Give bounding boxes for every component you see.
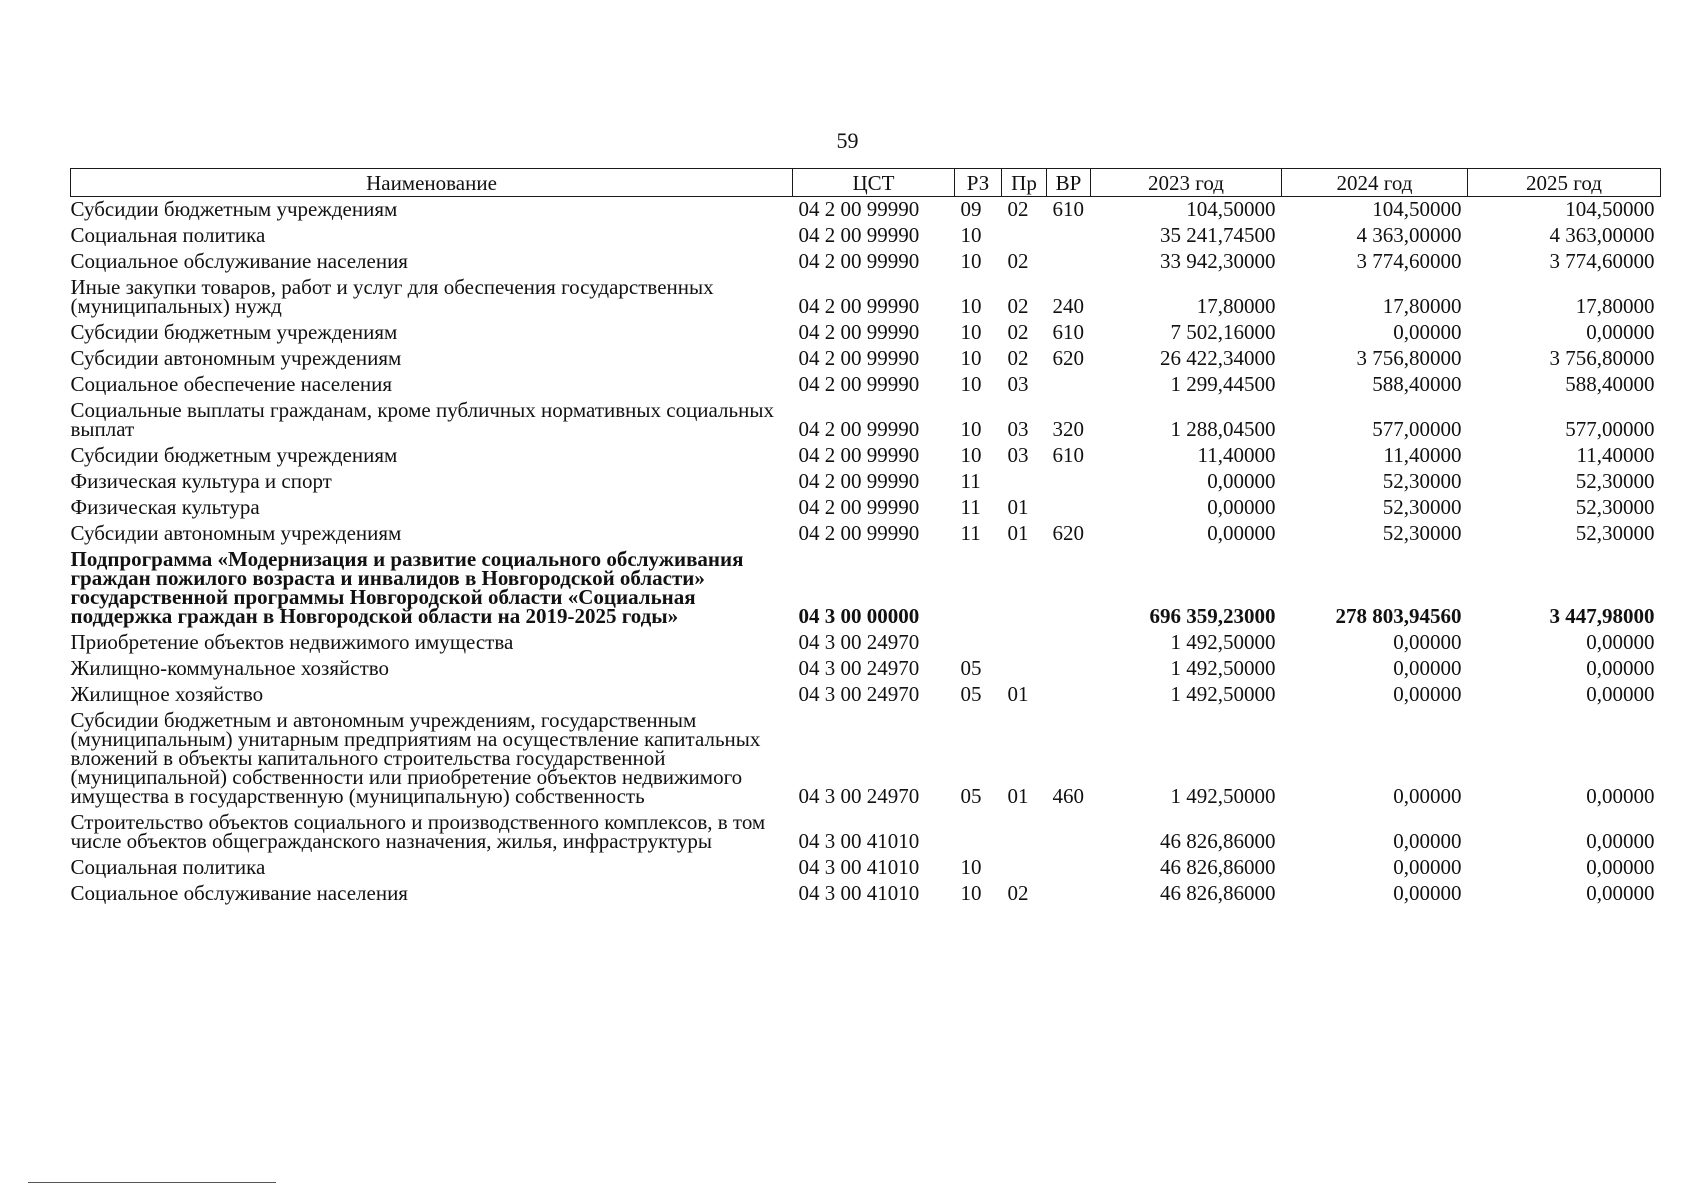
cell-rz: 10 [960, 294, 982, 318]
cell-vr [1047, 630, 1091, 656]
cell-name: Социальное обслуживание населения [70, 249, 408, 273]
table-row [71, 708, 1661, 810]
table-row [71, 223, 1661, 249]
table-row [71, 320, 1661, 346]
table-row [71, 197, 1661, 224]
cell-2024: 577,00000 [1372, 417, 1462, 441]
cell-pr: 01 [1007, 521, 1029, 545]
cell-2024: 52,30000 [1382, 495, 1462, 519]
table-row [71, 372, 1661, 398]
cell-name: Строительство объектов социального и производственного комплексов, в том числе объектов общегражданского назначения, жилья, инфраструктуры [70, 810, 766, 853]
cell-cst: 04 2 00 99990 [798, 346, 920, 370]
cell-rz: 10 [960, 443, 982, 467]
cell-pr: 02 [1007, 320, 1029, 344]
cell-cst: 04 3 00 24970 [798, 682, 920, 706]
cell-2025: 52,30000 [1575, 469, 1655, 493]
cell-2025: 3 756,80000 [1549, 346, 1655, 370]
cell-rz: 10 [960, 881, 982, 905]
table-row [71, 682, 1661, 708]
table-row [71, 656, 1661, 682]
cell-2025: 11,40000 [1576, 443, 1655, 467]
cell-rz: 11 [960, 521, 981, 545]
cell-2023: 26 422,34000 [1160, 346, 1276, 370]
cell-cst: 04 3 00 41010 [798, 855, 920, 879]
cell-rz [955, 630, 1002, 656]
header-vr: ВР [1047, 169, 1091, 197]
cell-name: Социальная политика [70, 855, 266, 879]
cell-rz: 05 [960, 682, 982, 706]
cell-2023: 1 299,44500 [1170, 372, 1276, 396]
cell-2024: 0,00000 [1393, 784, 1462, 808]
cell-pr: 01 [1007, 784, 1029, 808]
cell-2024: 0,00000 [1393, 829, 1462, 853]
cell-rz: 10 [960, 223, 982, 247]
cell-name: Приобретение объектов недвижимого имущества [70, 630, 514, 654]
cell-name: Субсидии автономным учреждениям [70, 521, 402, 545]
cell-2023: 1 288,04500 [1170, 417, 1276, 441]
table-body [71, 197, 1661, 908]
cell-2023: 0,00000 [1207, 495, 1276, 519]
cell-rz [955, 547, 1002, 630]
cell-pr [1002, 469, 1047, 495]
cell-2023: 0,00000 [1207, 469, 1276, 493]
cell-2025: 0,00000 [1586, 320, 1655, 344]
table-row [71, 521, 1661, 547]
cell-vr [1047, 495, 1091, 521]
cell-name: Подпрограмма «Модернизация и развитие социального обслуживания граждан пожилого возраста и инвалидов в Новгородской области» государственной программы Новгородской области «Социальная поддержка граждан в Новгородской области на 2019-2025 годы» [70, 547, 744, 628]
cell-cst: 04 3 00 41010 [798, 829, 920, 853]
table-row [71, 443, 1661, 469]
cell-2024: 0,00000 [1393, 881, 1462, 905]
cell-name: Жилищное хозяйство [70, 682, 264, 706]
cell-cst: 04 2 00 99990 [798, 495, 920, 519]
cell-2023: 1 492,50000 [1170, 682, 1276, 706]
cell-2025: 0,00000 [1586, 682, 1655, 706]
header-pr: Пр [1002, 169, 1047, 197]
budget-table [70, 168, 1661, 907]
cell-vr: 610 [1052, 320, 1084, 344]
cell-2025: 3 774,60000 [1549, 249, 1655, 273]
cell-name: Субсидии бюджетным учреждениям [70, 443, 398, 467]
cell-cst: 04 2 00 99990 [798, 372, 920, 396]
cell-2024: 0,00000 [1393, 682, 1462, 706]
cell-name: Физическая культура [70, 495, 260, 519]
cell-2024: 588,40000 [1372, 372, 1462, 396]
cell-2023: 11,40000 [1197, 443, 1276, 467]
table-row [71, 547, 1661, 630]
cell-2024: 52,30000 [1382, 469, 1462, 493]
cell-cst: 04 3 00 41010 [798, 881, 920, 905]
cell-vr: 460 [1052, 784, 1084, 808]
cell-2025: 4 363,00000 [1549, 223, 1655, 247]
cell-2025: 52,30000 [1575, 495, 1655, 519]
cell-2025: 104,50000 [1565, 197, 1655, 221]
cell-pr: 02 [1007, 249, 1029, 273]
header-row [71, 169, 1661, 197]
cell-2023: 46 826,86000 [1160, 881, 1276, 905]
cell-vr: 620 [1052, 521, 1084, 545]
cell-vr: 320 [1052, 417, 1084, 441]
cell-2025: 0,00000 [1586, 855, 1655, 879]
cell-pr: 03 [1007, 417, 1029, 441]
cell-pr: 02 [1007, 197, 1029, 221]
cell-cst: 04 3 00 00000 [798, 604, 920, 628]
cell-vr: 610 [1052, 443, 1084, 467]
cell-2023: 1 492,50000 [1170, 784, 1276, 808]
header-name: Наименование [71, 169, 793, 197]
cell-2024: 278 803,94560 [1335, 604, 1462, 628]
table-row [71, 275, 1661, 320]
cell-2024: 0,00000 [1393, 630, 1462, 654]
cell-2024: 4 363,00000 [1356, 223, 1462, 247]
cell-name: Жилищно-коммунальное хозяйство [70, 656, 390, 680]
header-2025: 2025 год [1468, 169, 1661, 197]
cell-cst: 04 2 00 99990 [798, 320, 920, 344]
cell-2024: 17,80000 [1382, 294, 1462, 318]
cell-pr [1002, 855, 1047, 881]
table-row [71, 249, 1661, 275]
cell-vr: 610 [1052, 197, 1084, 221]
cell-vr [1047, 223, 1091, 249]
header-cst: ЦСТ [793, 169, 955, 197]
cell-vr [1047, 810, 1091, 855]
cell-2023: 7 502,16000 [1170, 320, 1276, 344]
cell-2025: 17,80000 [1575, 294, 1655, 318]
cell-vr: 620 [1052, 346, 1084, 370]
table-header [71, 169, 1661, 197]
cell-cst: 04 2 00 99990 [798, 521, 920, 545]
cell-cst: 04 2 00 99990 [798, 294, 920, 318]
cell-rz: 11 [960, 495, 981, 519]
cell-vr [1047, 881, 1091, 907]
cell-2023: 104,50000 [1186, 197, 1276, 221]
cell-pr [1002, 547, 1047, 630]
table-row [71, 630, 1661, 656]
cell-2023: 1 492,50000 [1170, 630, 1276, 654]
cell-cst: 04 2 00 99990 [798, 443, 920, 467]
cell-2025: 0,00000 [1586, 829, 1655, 853]
cell-cst: 04 2 00 99990 [798, 223, 920, 247]
cell-cst: 04 3 00 24970 [798, 630, 920, 654]
cell-cst: 04 3 00 24970 [798, 784, 920, 808]
cell-2023: 17,80000 [1196, 294, 1276, 318]
cell-2024: 3 756,80000 [1356, 346, 1462, 370]
cell-name: Социальное обслуживание населения [70, 881, 408, 905]
table-row [71, 881, 1661, 907]
cell-pr [1002, 630, 1047, 656]
cell-cst: 04 2 00 99990 [798, 249, 920, 273]
header-2023: 2023 год [1091, 169, 1282, 197]
cell-rz: 10 [960, 372, 982, 396]
cell-2025: 0,00000 [1586, 630, 1655, 654]
header-rz: РЗ [955, 169, 1002, 197]
cell-pr [1002, 656, 1047, 682]
cell-pr: 02 [1007, 881, 1029, 905]
cell-vr [1047, 656, 1091, 682]
cell-name: Субсидии бюджетным учреждениям [70, 320, 398, 344]
table-row [71, 810, 1661, 855]
cell-pr: 01 [1007, 495, 1029, 519]
cell-pr [1002, 223, 1047, 249]
cell-rz: 10 [960, 855, 982, 879]
table-row [71, 855, 1661, 881]
cell-2023: 33 942,30000 [1160, 249, 1276, 273]
cell-vr: 240 [1052, 294, 1084, 318]
table-row [71, 495, 1661, 521]
cell-pr: 02 [1007, 294, 1029, 318]
cell-name: Социальные выплаты гражданам, кроме публичных нормативных социальных выплат [70, 398, 774, 441]
cell-rz: 10 [960, 346, 982, 370]
cell-name: Субсидии бюджетным и автономным учреждениям, государственным (муниципальным) унитарным предприятиям на осуществление капитальных вложений в объекты капитального строительства государственной (муниципальной) собственности или приобретение объектов недвижимого имущества в государственную (муниципальную) собственность [70, 708, 761, 808]
cell-2024: 0,00000 [1393, 656, 1462, 680]
cell-rz: 11 [960, 469, 981, 493]
cell-2024: 3 774,60000 [1356, 249, 1462, 273]
cell-vr [1047, 547, 1091, 630]
cell-2025: 0,00000 [1586, 656, 1655, 680]
cell-2025: 0,00000 [1586, 881, 1655, 905]
cell-vr [1047, 682, 1091, 708]
cell-2025: 3 447,98000 [1549, 604, 1655, 628]
cell-2024: 0,00000 [1393, 855, 1462, 879]
cell-vr [1047, 372, 1091, 398]
cell-rz: 05 [960, 784, 982, 808]
cell-2025: 0,00000 [1586, 784, 1655, 808]
cell-2025: 577,00000 [1565, 417, 1655, 441]
cell-rz: 05 [960, 656, 982, 680]
cell-2023: 46 826,86000 [1160, 829, 1276, 853]
cell-cst: 04 2 00 99990 [798, 197, 920, 221]
cell-name: Субсидии бюджетным учреждениям [70, 197, 398, 221]
cell-pr: 03 [1007, 372, 1029, 396]
cell-2024: 0,00000 [1393, 320, 1462, 344]
cell-rz: 10 [960, 249, 982, 273]
cell-vr [1047, 249, 1091, 275]
cell-pr: 02 [1007, 346, 1029, 370]
footer-divider [28, 1182, 276, 1183]
table-row [71, 469, 1661, 495]
cell-name: Социальная политика [70, 223, 266, 247]
cell-name: Физическая культура и спорт [70, 469, 332, 493]
cell-vr [1047, 855, 1091, 881]
cell-name: Социальное обеспечение населения [70, 372, 393, 396]
cell-rz: 09 [960, 197, 982, 221]
cell-pr: 03 [1007, 443, 1029, 467]
cell-2023: 46 826,86000 [1160, 855, 1276, 879]
cell-pr: 01 [1007, 682, 1029, 706]
cell-2023: 696 359,23000 [1149, 604, 1276, 628]
table-row [71, 398, 1661, 443]
cell-2024: 11,40000 [1383, 443, 1462, 467]
header-2024: 2024 год [1282, 169, 1468, 197]
cell-2024: 104,50000 [1372, 197, 1462, 221]
table-row [71, 346, 1661, 372]
cell-2025: 588,40000 [1565, 372, 1655, 396]
cell-name: Иные закупки товаров, работ и услуг для обеспечения государственных (муниципальных) нужд [70, 275, 714, 318]
cell-vr [1047, 469, 1091, 495]
cell-pr [1002, 810, 1047, 855]
cell-cst: 04 3 00 24970 [798, 656, 920, 680]
cell-2025: 52,30000 [1575, 521, 1655, 545]
cell-rz [955, 810, 1002, 855]
page-number: 59 [836, 128, 859, 153]
cell-cst: 04 2 00 99990 [798, 469, 920, 493]
cell-2023: 1 492,50000 [1170, 656, 1276, 680]
cell-cst: 04 2 00 99990 [798, 417, 920, 441]
cell-2024: 52,30000 [1382, 521, 1462, 545]
cell-2023: 0,00000 [1207, 521, 1276, 545]
cell-2023: 35 241,74500 [1160, 223, 1276, 247]
cell-rz: 10 [960, 320, 982, 344]
cell-rz: 10 [960, 417, 982, 441]
cell-name: Субсидии автономным учреждениям [70, 346, 402, 370]
